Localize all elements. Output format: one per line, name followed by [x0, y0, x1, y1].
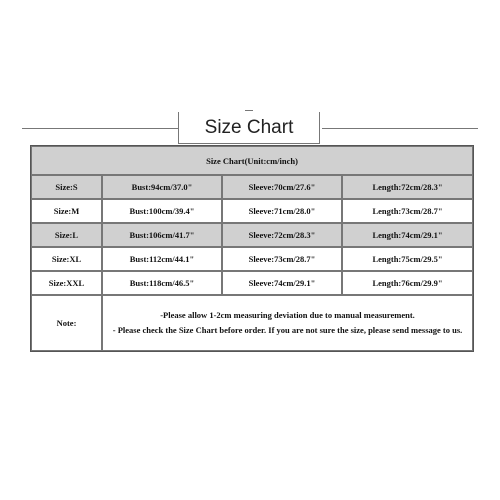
- bust-cell: Bust:100cm/39.4": [102, 199, 222, 223]
- table-header: Size Chart(Unit:cm/inch): [31, 146, 473, 175]
- note-content: [102, 295, 473, 351]
- table-row: [31, 199, 473, 223]
- size-chart-table: [30, 145, 474, 352]
- sleeve-cell: Sleeve:72cm/28.3": [222, 223, 342, 247]
- length-cell: Length:76cm/29.9": [342, 271, 473, 295]
- sleeve-cell: Sleeve:71cm/28.0": [222, 199, 342, 223]
- sleeve-cell: Sleeve:73cm/28.7": [222, 247, 342, 271]
- size-cell: Size:XL: [31, 247, 102, 271]
- length-cell: Length:72cm/28.3": [342, 175, 473, 199]
- note-label: Note:: [31, 295, 102, 351]
- bust-cell: Bust:118cm/46.5": [102, 271, 222, 295]
- table-header-row: [31, 146, 473, 175]
- bust-cell: Bust:106cm/41.7": [102, 223, 222, 247]
- table-row: [31, 271, 473, 295]
- length-cell: Length:73cm/28.7": [342, 199, 473, 223]
- size-cell: Size:L: [31, 223, 102, 247]
- note-line: -Please allow 1-2cm measuring deviation due to manual measurement.: [160, 310, 415, 320]
- note-row: [31, 295, 473, 351]
- length-cell: Length:75cm/29.5": [342, 247, 473, 271]
- bust-cell: Bust:94cm/37.0": [102, 175, 222, 199]
- sleeve-cell: Sleeve:70cm/27.6": [222, 175, 342, 199]
- title-rule-left: [22, 128, 178, 129]
- table-row: [31, 223, 473, 247]
- bust-cell: Bust:112cm/44.1": [102, 247, 222, 271]
- size-cell: Size:XXL: [31, 271, 102, 295]
- size-cell: Size:S: [31, 175, 102, 199]
- size-cell: Size:M: [31, 199, 102, 223]
- table-row: [31, 175, 473, 199]
- note-line: - Please check the Size Chart before order. If you are not sure the size, please send message to us.: [112, 325, 463, 335]
- page-title: Size Chart: [178, 112, 320, 144]
- table-row: [31, 247, 473, 271]
- length-cell: Length:74cm/29.1": [342, 223, 473, 247]
- sleeve-cell: Sleeve:74cm/29.1": [222, 271, 342, 295]
- title-rule-right: [322, 128, 478, 129]
- size-chart-title-banner: [0, 112, 500, 146]
